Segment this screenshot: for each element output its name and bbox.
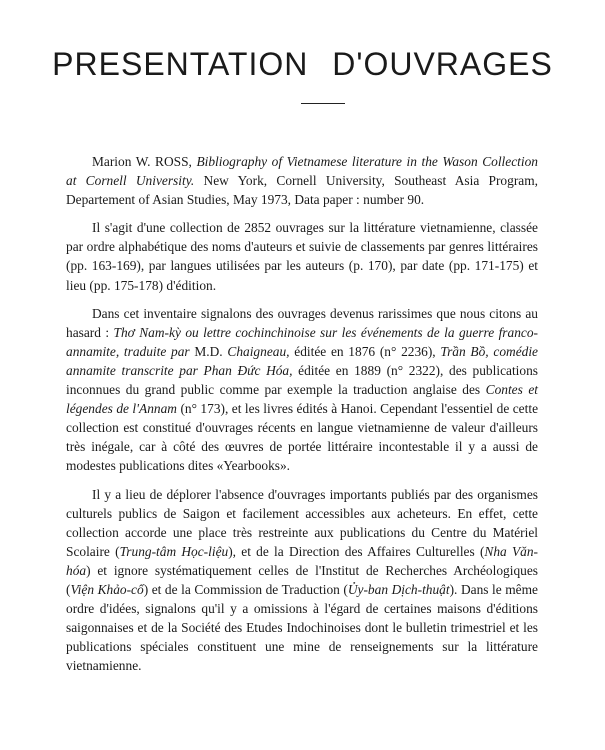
- text-run: Il y a lieu de déplorer l'absence d'ouvrages importants publiés par des organismes culturels publics de Saigon et facilement accessibles aux acheteurs. En effet, cette collection accorde une place très restreinte aux publications du Centre du Matériel Scolaire (: [66, 486, 538, 559]
- text-run: éditée en 1876 (n° 2236),: [289, 343, 441, 359]
- text-run: éditée en 1889 (n° 2322), des publications inconnues du grand public comme par exemple la traduction anglaise des: [66, 362, 538, 398]
- paragraph: [66, 485, 538, 676]
- article-body: [66, 152, 538, 684]
- text-run: (n° 173), et les livres édités à Hanoi. Cependant l'essentiel de cette collection est constitué d'ouvrages récents en langue vietnamienne de valeur d'ailleurs très inégale, car à côté des œuvres de portée littéraire incontestable il y a aussi de modestes publications dites «Yearbooks».: [66, 401, 539, 474]
- page-title: PRESENTATION D'OUVRAGES: [52, 46, 553, 82]
- italic-run: Trần Bồ, comédie annamite transcrite par Phan Đức Hóa,: [66, 343, 538, 378]
- title-divider: [301, 103, 345, 104]
- text-run: ). Dans le même ordre d'idées, signalons qu'il y a omissions à l'égard de certaines maisons d'éditions saigonnaises et de la Société des Etudes Indochinoises dont le bulletin trimestriel et les publications spéciales constituent une mine de renseignements sur la littérature vietnamienne.: [66, 581, 538, 674]
- italic-run: Ủy-ban Dịch-thuật: [347, 581, 450, 597]
- paragraph: [66, 152, 538, 209]
- text-run: Marion W.: [92, 154, 156, 169]
- text-run: M.D.: [189, 343, 228, 359]
- paragraph: [66, 304, 538, 476]
- text-run: ) et de la Commission de Traduction (: [143, 581, 348, 597]
- author-name: ROSS: [155, 154, 189, 169]
- paragraph: [66, 218, 538, 294]
- italic-run: Trung-tâm Học-liệu: [119, 543, 229, 559]
- italic-run: Viện Khảo-cổ: [70, 581, 144, 597]
- italic-run: Chaigneau,: [227, 343, 290, 359]
- text-run: Dans cet inventaire signalons des ouvrages devenus rarissimes que nous citons au hasard :: [66, 305, 538, 340]
- italic-run: Thơ Nam-kỳ ou lettre cochinchinoise sur les événements de la guerre franco-annamite, traduite par: [66, 324, 538, 359]
- italic-run: Contes et légendes de l'Annam: [66, 382, 538, 417]
- text-run: New York, Cornell University, Southeast Asia Program, Departement of Asian Studies, May 1973, Data paper : number 90.: [66, 173, 538, 208]
- italic-run: Bibliography of Vietnamese literature in the Wason Collection at Cornell University.: [66, 154, 538, 189]
- text-run: ) et ignore systématiquement celles de l'Institut de Recherches Archéologiques (: [66, 562, 538, 597]
- text-run: ), et de la Direction des Affaires Culturelles (: [228, 543, 485, 559]
- text-run: ,: [188, 154, 197, 169]
- text-run: Il s'agit d'une collection de 2852 ouvrages sur la littérature vietnamienne, classée par ordre alphabétique des noms d'auteurs et suivie de classements par genres littéraires (pp. 163-169), par langues utilisées par les auteurs (p. 170), par date (pp. 171-175) et lieu (pp. 175-178) d'édition.: [66, 220, 538, 293]
- italic-run: Nha Văn-hóa: [66, 543, 539, 578]
